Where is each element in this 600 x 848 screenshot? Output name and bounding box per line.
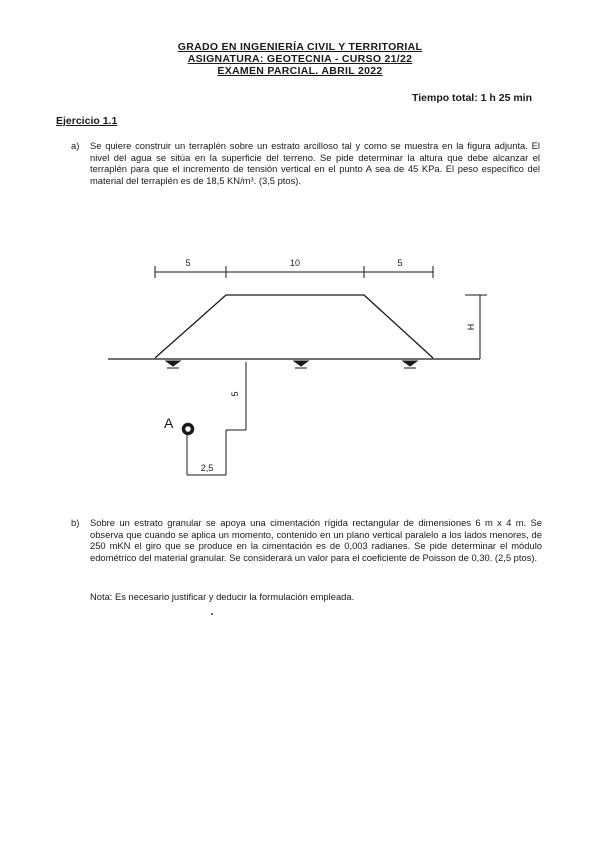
- point-a-label: A: [164, 415, 174, 431]
- header-exam: EXAMEN PARCIAL. ABRIL 2022: [217, 65, 383, 77]
- part-b-text: Sobre un estrato granular se apoya una cimentación rígida rectangular de dimensiones 6 m x 4 m. Se observa que cuando se aplica un momento, contenido en un plano vertical paralelo a los lados menores, de 250 mKN el giro que se produce en la cimentación es de 0,003 radianes. Se pide determinar el módulo edométrico del material granular. Se considerará un valor para el coeficiente de Poisson de 0,30. (2,5 ptos).: [90, 517, 542, 564]
- part-a-label: a): [71, 140, 80, 151]
- dim-label-left: 5: [185, 258, 191, 268]
- dim-label-height: H: [466, 323, 476, 331]
- dim-label-middle: 10: [289, 258, 301, 268]
- stray-mark: [211, 613, 213, 615]
- point-a-marker: [184, 425, 193, 434]
- header-subject: ASIGNATURA: GEOTECNIA - CURSO 21/22: [187, 53, 413, 65]
- part-a-text: Se quiere construir un terraplén sobre un estrato arcilloso tal y como se muestra en la figura adjunta. El nivel del agua se sitúa en la superficie del terreno. Se pide determinar la altura que debe alcanzar el terraplén para que el incremento de tensión vertical en el punto A sea de 45 KPa. El peso específico del material del terraplén es de 18,5 KN/m³. (3,5 ptos).: [90, 140, 540, 187]
- water-table-symbol: [294, 361, 308, 368]
- dim-label-offset: 2,5: [200, 463, 214, 473]
- exercise-title: Ejercicio 1.1: [56, 115, 118, 127]
- dim-label-depth: 5: [230, 391, 240, 397]
- embankment-outline: [155, 295, 433, 358]
- water-table-symbol: [403, 361, 417, 368]
- header-degree: GRADO EN INGENIERÍA CIVIL Y TERRITORIAL: [177, 41, 423, 53]
- dim-label-right: 5: [397, 258, 403, 268]
- part-b-label: b): [71, 517, 80, 528]
- total-time: Tiempo total: 1 h 25 min: [412, 92, 532, 104]
- note-text: Nota: Es necesario justificar y deducir la formulación empleada.: [90, 591, 355, 602]
- water-table-symbol: [166, 361, 180, 368]
